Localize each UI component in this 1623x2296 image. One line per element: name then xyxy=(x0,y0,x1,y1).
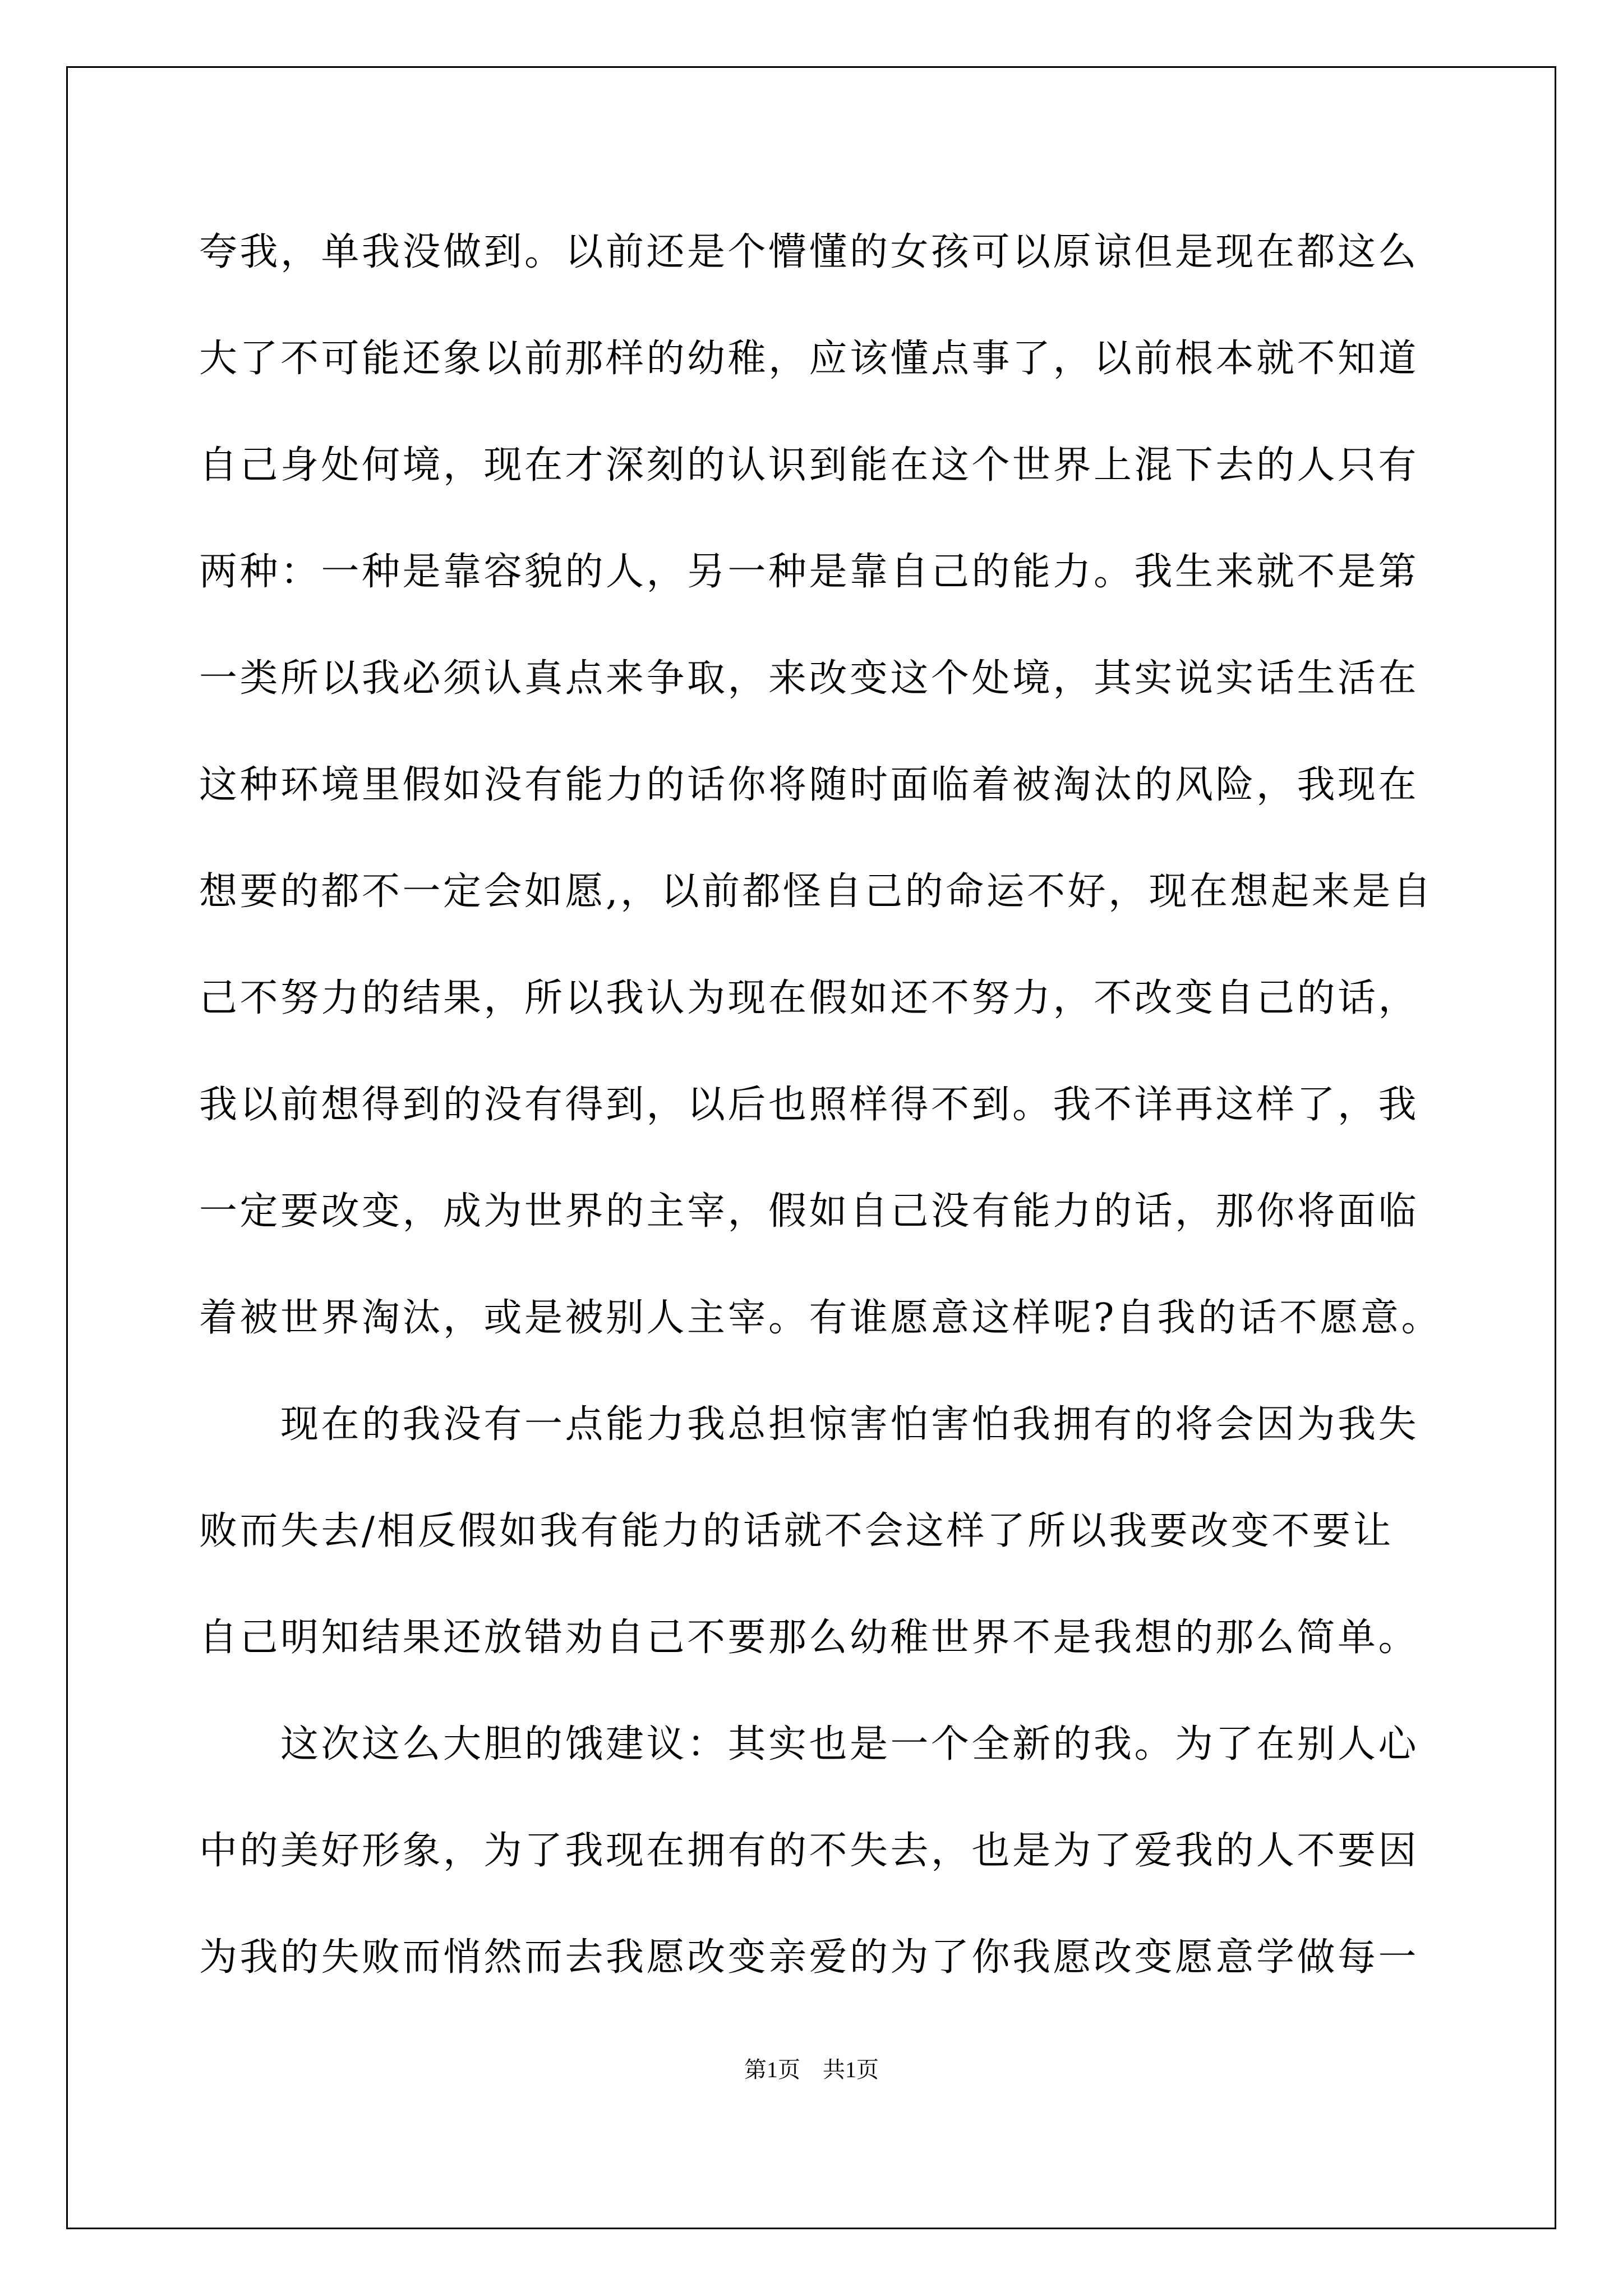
text-line-2: 大了不可能还象以前那样的幼稚，应该懂点事了，以前根本就不知道 xyxy=(199,337,1419,381)
text-line-5: 一类所以我必须认真点来争取，来改变这个处境，其实说实话生活在 xyxy=(199,656,1419,701)
text-line-15: 这次这么大胆的饿建议：其实也是一个全新的我。为了在别人心 xyxy=(280,1722,1419,1766)
text-line-17: 为我的失败而悄然而去我愿改变亲爱的为了你我愿改变愿意学做每一 xyxy=(199,1935,1419,1980)
text-line-8: 己不努力的结果，所以我认为现在假如还不努力，不改变自己的话， xyxy=(199,976,1419,1020)
page-border xyxy=(66,66,1556,2229)
text-line-12: 现在的我没有一点能力我总担惊害怕害怕我拥有的将会因为我失 xyxy=(280,1402,1419,1447)
text-line-1: 夸我，单我没做到。以前还是个懵懂的女孩可以原谅但是现在都这么 xyxy=(199,230,1419,274)
text-line-11: 着被世界淘汰，或是被别人主宰。有谁愿意这样呢?自我的话不愿意。 xyxy=(199,1296,1442,1340)
text-line-16: 中的美好形象，为了我现在拥有的不失去，也是为了爱我的人不要因 xyxy=(199,1829,1419,1873)
text-line-7: 想要的都不一定会如愿,，以前都怪自己的命运不好，现在想起来是自 xyxy=(199,869,1434,914)
text-line-14: 自己明知结果还放错劝自己不要那么幼稚世界不是我想的那么简单。 xyxy=(199,1616,1419,1660)
page-footer: 第1页 共1页 xyxy=(744,2057,879,2082)
text-line-4: 两种：一种是靠容貌的人，另一种是靠自己的能力。我生来就不是第 xyxy=(199,550,1419,594)
text-line-10: 一定要改变，成为世界的主宰，假如自己没有能力的话，那你将面临 xyxy=(199,1189,1419,1234)
text-line-13: 败而失去/相反假如我有能力的话就不会这样了所以我要改变不要让 xyxy=(199,1509,1394,1553)
text-line-6: 这种环境里假如没有能力的话你将随时面临着被淘汰的风险，我现在 xyxy=(199,763,1419,807)
text-line-3: 自己身处何境，现在才深刻的认识到能在这个世界上混下去的人只有 xyxy=(199,443,1419,487)
text-line-9: 我以前想得到的没有得到，以后也照样得不到。我不详再这样了，我 xyxy=(199,1083,1419,1127)
